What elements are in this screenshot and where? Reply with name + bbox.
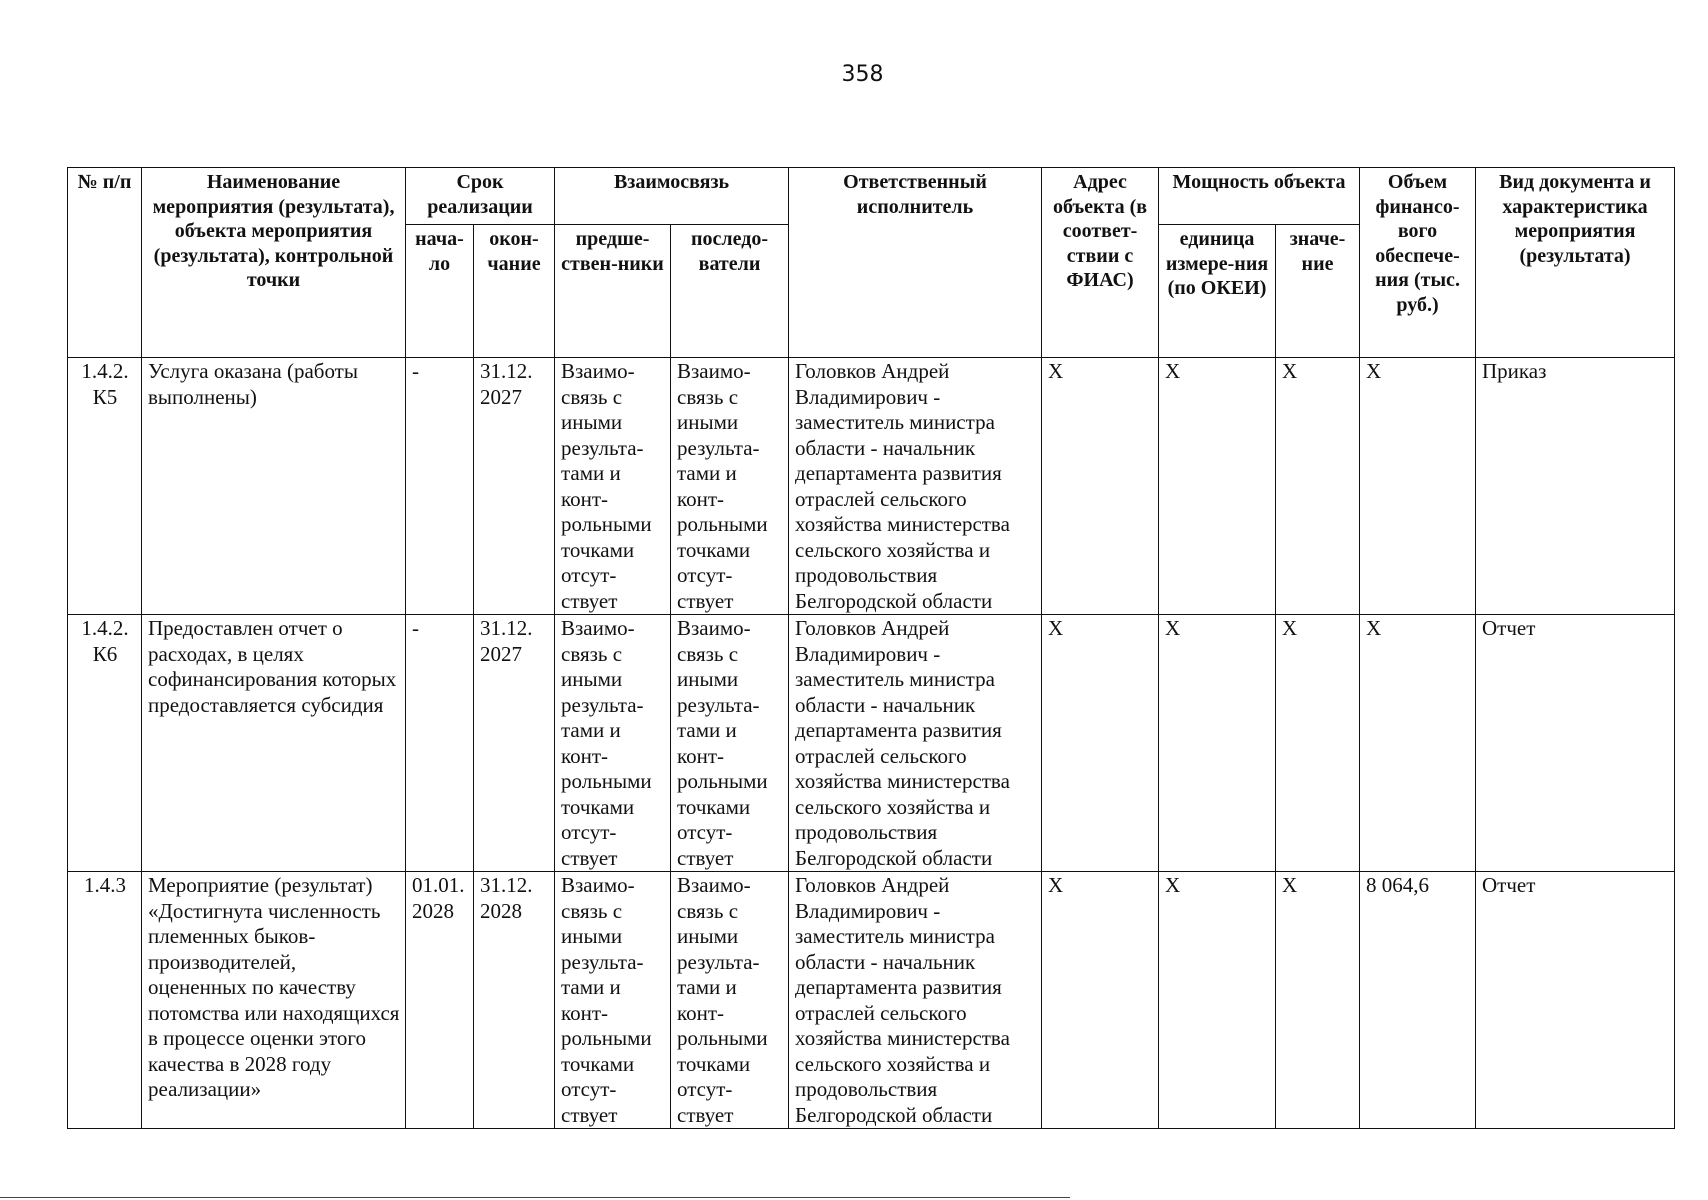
footer-rule [0, 1197, 1070, 1198]
cell-responsible: Головков Андрей Владимирович - заместитель министра области - начальник департамента развития отраслей сельского хозяйства министерства сельского хозяйства и продовольствия Белгородской области [789, 615, 1042, 872]
cell-num: 1.4.2. К6 [68, 615, 142, 872]
cell-unit: X [1159, 358, 1276, 615]
header-link-pred: предше-ствен-ники [555, 225, 671, 358]
cell-address: X [1042, 872, 1159, 1129]
header-responsible: Ответственный исполнитель [789, 168, 1042, 358]
header-finance: Объем финансо-вого обеспече-ния (тыс. руб.) [1360, 168, 1476, 358]
cell-num: 1.4.3 [68, 872, 142, 1129]
cell-name: Предоставлен отчет о расходах, в целях софинансирования которых предоставляется субсидия [142, 615, 406, 872]
cell-finance: 8 064,6 [1360, 872, 1476, 1129]
table-row [68, 872, 1675, 1129]
cell-doc: Приказ [1476, 358, 1675, 615]
page-number: 358 [841, 62, 884, 87]
cell-end: 31.12. 2027 [474, 358, 555, 615]
cell-end: 31.12. 2028 [474, 872, 555, 1129]
cell-start: 01.01. 2028 [406, 872, 474, 1129]
header-term-start: нача-ло [406, 225, 474, 358]
cell-end: 31.12. 2027 [474, 615, 555, 872]
header-capacity-value: значе-ние [1276, 225, 1360, 358]
header-name: Наименование мероприятия (результата), объекта мероприятия (результата), контрольной точки [142, 168, 406, 358]
header-term: Срок реализации [406, 168, 555, 225]
cell-doc: Отчет [1476, 615, 1675, 872]
cell-responsible: Головков Андрей Владимирович - заместитель министра области - начальник департамента развития отраслей сельского хозяйства министерства сельского хозяйства и продовольствия Белгородской области [789, 872, 1042, 1129]
cell-pred: Взаимо-связь с иными результа-тами и конт-рольными точками отсут-ствует [555, 872, 671, 1129]
cell-pred: Взаимо-связь с иными результа-тами и конт-рольными точками отсут-ствует [555, 358, 671, 615]
cell-finance: X [1360, 615, 1476, 872]
header-capacity-unit: единица измере-ния (по ОКЕИ) [1159, 225, 1276, 358]
table-header-row [68, 168, 1675, 225]
cell-succ: Взаимо-связь с иными результа-тами и конт-рольными точками отсут-ствует [671, 615, 789, 872]
header-capacity: Мощность объекта [1159, 168, 1360, 225]
cell-start: - [406, 358, 474, 615]
cell-succ: Взаимо-связь с иными результа-тами и конт-рольными точками отсут-ствует [671, 358, 789, 615]
cell-responsible: Головков Андрей Владимирович - заместитель министра области - начальник департамента развития отраслей сельского хозяйства министерства сельского хозяйства и продовольствия Белгородской области [789, 358, 1042, 615]
cell-name: Услуга оказана (работы выполнены) [142, 358, 406, 615]
cell-unit: X [1159, 615, 1276, 872]
table-row [68, 358, 1675, 615]
cell-value: X [1276, 615, 1360, 872]
cell-name: Мероприятие (результат) «Достигнута численность племенных быков-производителей, оцененных по качеству потомства или находящихся в процессе оценки этого качества в 2028 году реализации» [142, 872, 406, 1129]
header-num: № п/п [68, 168, 142, 358]
cell-address: X [1042, 615, 1159, 872]
header-doc-type: Вид документа и характеристика мероприятия (результата) [1476, 168, 1675, 358]
cell-value: X [1276, 872, 1360, 1129]
cell-value: X [1276, 358, 1360, 615]
cell-unit: X [1159, 872, 1276, 1129]
cell-succ: Взаимо-связь с иными результа-тами и конт-рольными точками отсут-ствует [671, 872, 789, 1129]
header-term-end: окон-чание [474, 225, 555, 358]
table-row [68, 615, 1675, 872]
header-address: Адрес объекта (в соответ-ствии с ФИАС) [1042, 168, 1159, 358]
cell-pred: Взаимо-связь с иными результа-тами и конт-рольными точками отсут-ствует [555, 615, 671, 872]
header-link-succ: последо-ватели [671, 225, 789, 358]
plan-table [67, 167, 1675, 1129]
cell-start: - [406, 615, 474, 872]
cell-address: X [1042, 358, 1159, 615]
cell-finance: X [1360, 358, 1476, 615]
cell-doc: Отчет [1476, 872, 1675, 1129]
header-link: Взаимосвязь [555, 168, 789, 225]
cell-num: 1.4.2. К5 [68, 358, 142, 615]
